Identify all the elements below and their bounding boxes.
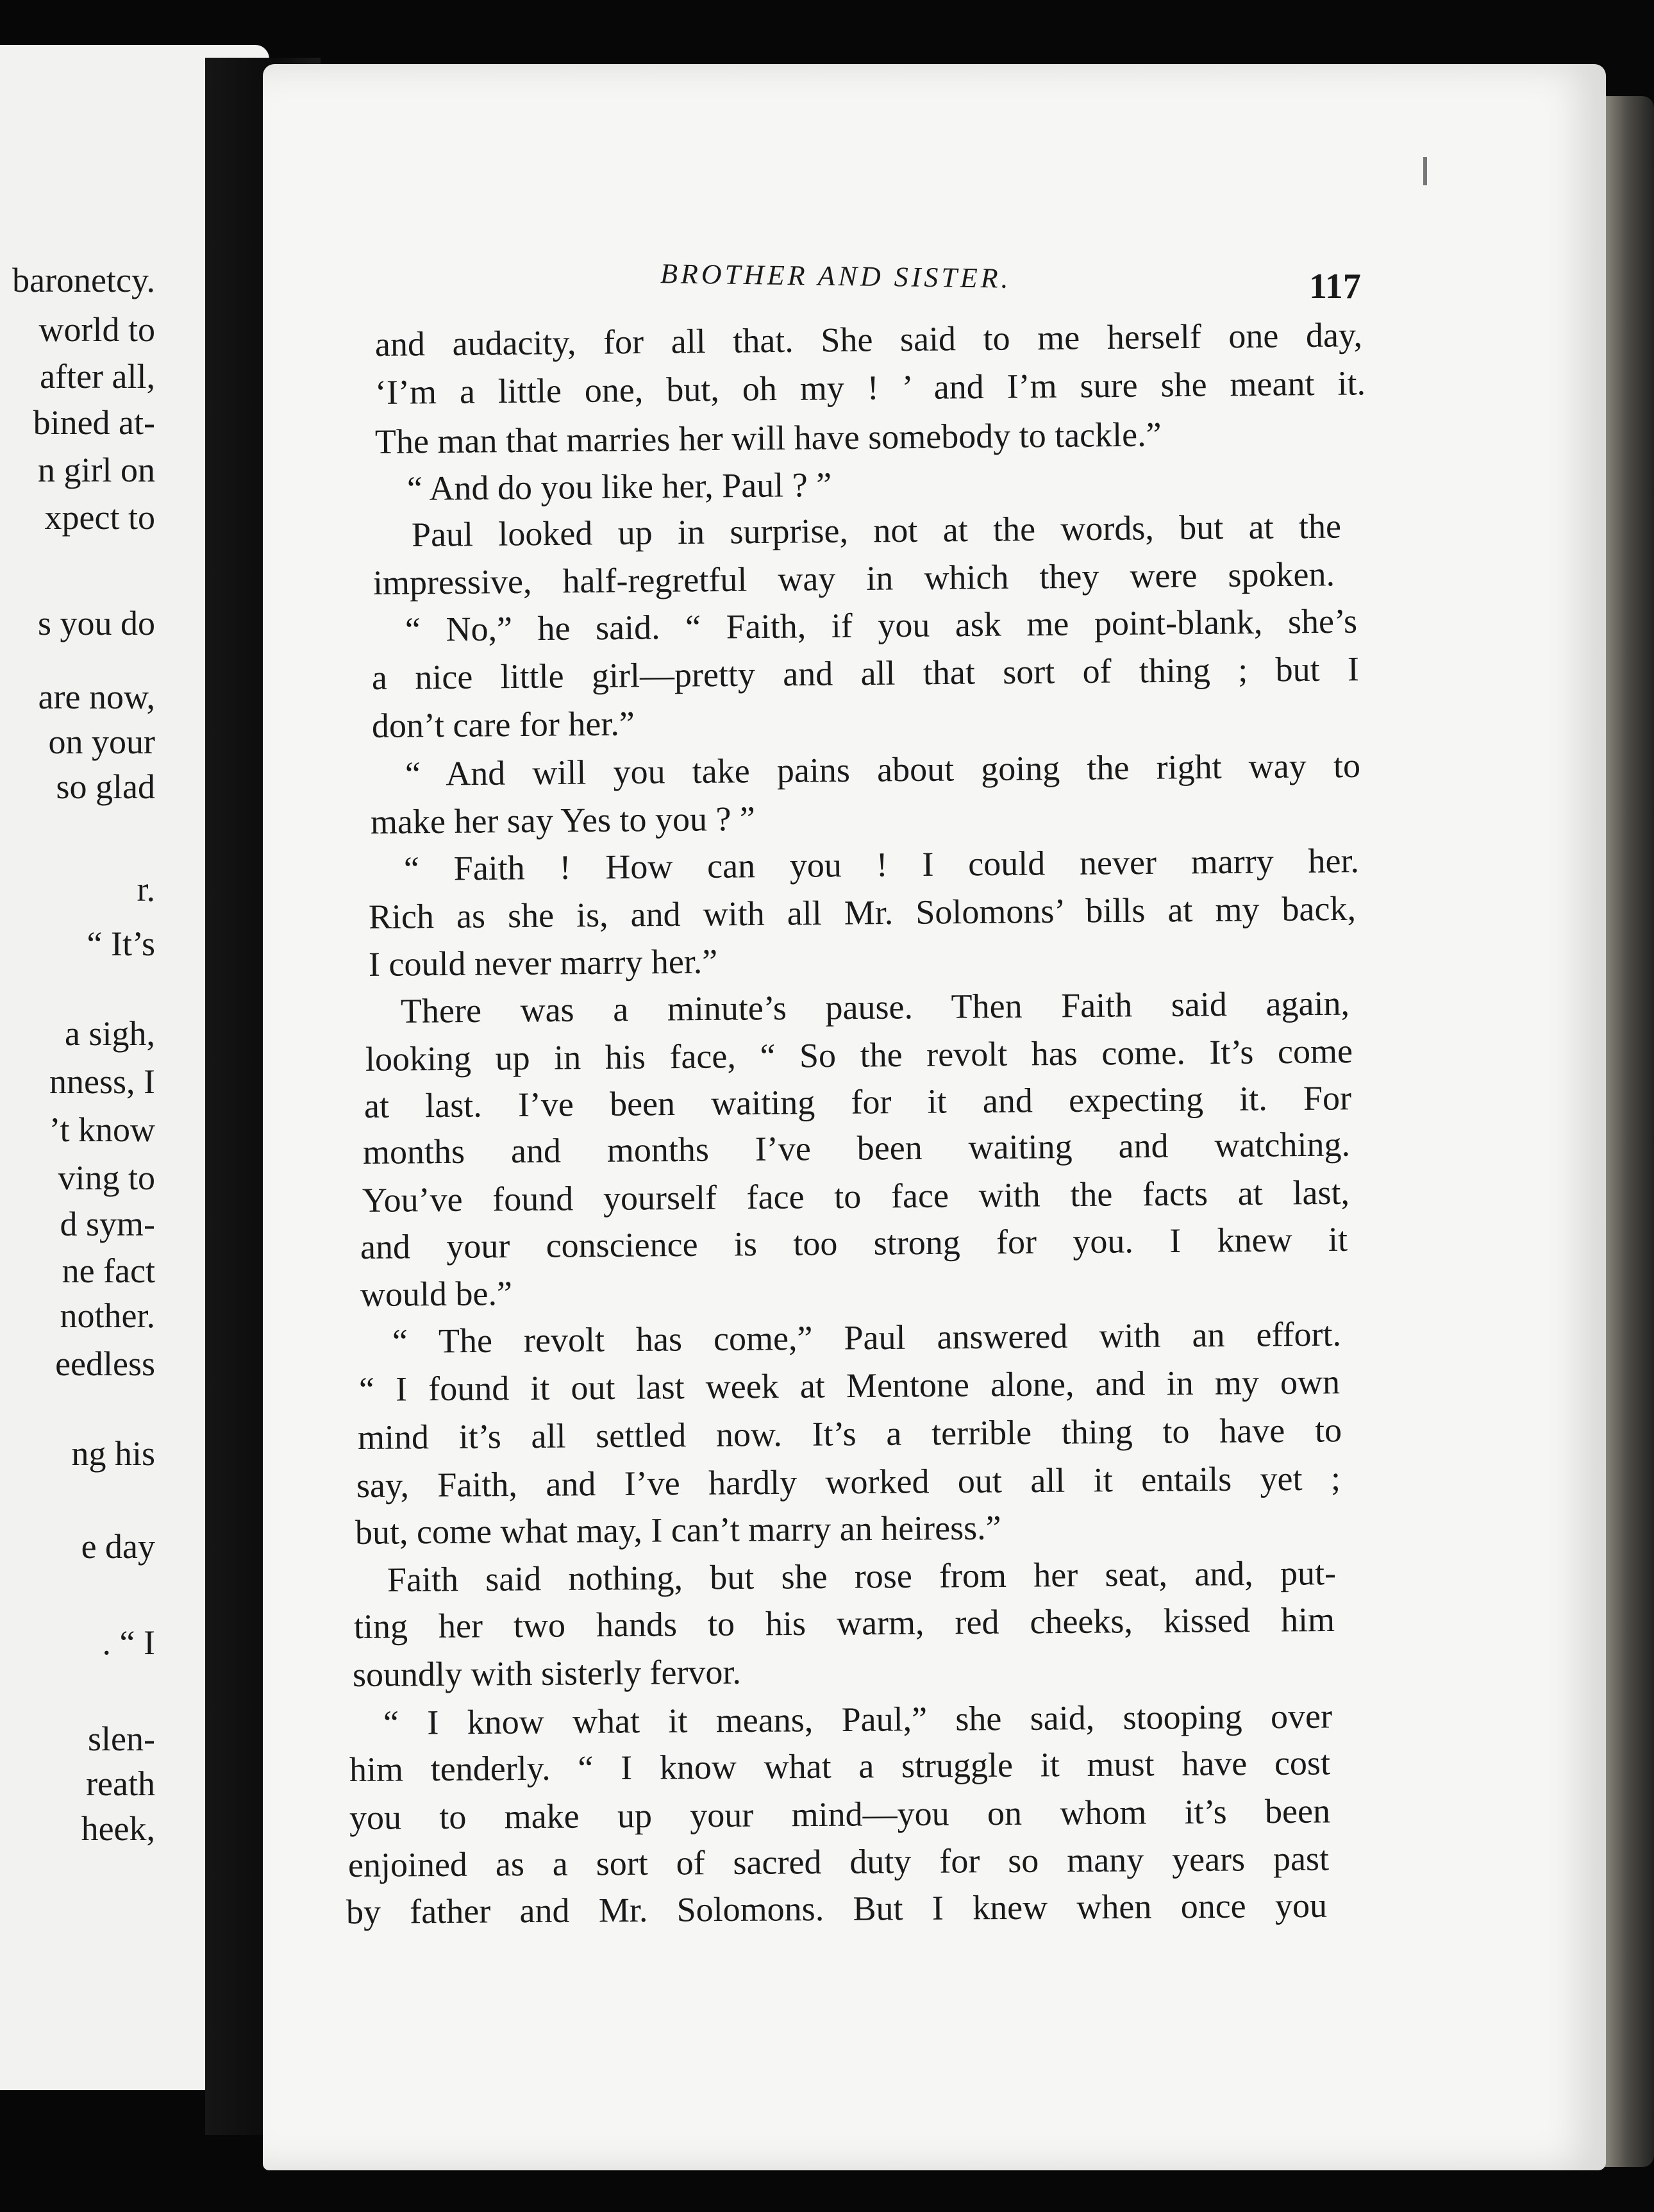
body-line: “ I know what it means, Paul,” she said, stooping over [383, 1697, 1333, 1742]
body-line: say, Faith, and I’ve hardly worked out all it entails yet ; [356, 1459, 1341, 1505]
left-page-line: bined at- [33, 403, 155, 442]
running-head: BROTHER AND SISTER. [660, 258, 1012, 294]
scan-artifact-mark [1423, 157, 1427, 185]
left-page-line: nness, I [49, 1062, 155, 1101]
body-line: You’ve found yourself face to face with the facts at last, [362, 1173, 1350, 1219]
left-page-line: xpect to [44, 498, 155, 537]
body-line: “ No,” he said. “ Faith, if you ask me point-blank, she’s [405, 601, 1358, 649]
body-line: and your conscience is too strong for you. I knew it [360, 1219, 1348, 1266]
left-page-line: nother. [60, 1296, 155, 1335]
body-line: Paul looked up in surprise, not at the words, but at the [411, 507, 1342, 554]
body-line: at last. I’ve been waiting for it and expecting it. For [363, 1078, 1352, 1125]
left-page-line: e day [81, 1527, 155, 1566]
left-page-line: ng his [71, 1434, 155, 1473]
body-line: I could never marry her.” [368, 942, 718, 984]
body-line: make her say Yes to you ? ” [370, 799, 756, 841]
left-page-line: s you do [37, 604, 155, 642]
body-line: There was a minute’s pause. Then Faith said again, [400, 984, 1350, 1030]
left-page-line: a sigh, [65, 1014, 155, 1053]
left-page-line: slen- [88, 1720, 155, 1758]
left-page-line: heek, [81, 1809, 155, 1848]
body-line: The man that marries her will have somebody to tackle.” [374, 415, 1162, 461]
left-page-line: . “ I [102, 1623, 155, 1662]
left-page-line: reath [86, 1764, 155, 1803]
left-page-line: after all, [40, 357, 155, 396]
left-page-line: “ It’s [87, 925, 155, 963]
left-page-line: r. [137, 870, 155, 909]
body-line: and audacity, for all that. She said to me herself one day, [374, 315, 1363, 364]
left-page-line: ne fact [62, 1252, 155, 1290]
body-line: Faith said nothing, but she rose from her seat, and, put- [387, 1554, 1337, 1599]
body-line: months and months I’ve been waiting and watching. [362, 1125, 1351, 1171]
body-line: soundly with sisterly fervor. [352, 1652, 742, 1694]
body-line: “ And do you like her, Paul ? ” [406, 465, 832, 508]
left-page-line: baronetcy. [12, 261, 155, 299]
body-line: ting her two hands to his warm, red cheeks, kissed him [353, 1600, 1335, 1646]
body-line: “ The revolt has come,” Paul answered with an effort. [392, 1314, 1342, 1361]
body-line: by father and Mr. Solomons. But I knew when once you [346, 1886, 1328, 1931]
left-page-line: ’t know [49, 1110, 155, 1149]
left-page-line: are now, [38, 678, 155, 716]
left-page-line: eedless [55, 1345, 155, 1383]
left-page-line: so glad [56, 767, 155, 806]
body-line: “ And will you take pains about going the right way to [405, 746, 1361, 793]
body-line: ‘I’m a little one, but, oh my ! ’ and I’m sure she meant it. [374, 364, 1366, 412]
body-line: a nice little girl—pretty and all that sort of thing ; but I [371, 649, 1360, 697]
body-line: impressive, half-regretful way in which they were spoken. [372, 555, 1335, 602]
left-page-line: n girl on [38, 451, 155, 489]
body-line: “ Faith ! How can you ! I could never marry her. [403, 841, 1360, 888]
body-line: don’t care for her.” [371, 704, 635, 745]
body-line: “ I found it out last week at Mentone alone, and in my own [358, 1362, 1341, 1409]
body-line: would be.” [360, 1274, 513, 1314]
body-line: looking up in his face, “ So the revolt has come. It’s come [365, 1032, 1353, 1078]
body-line: him tenderly. “ I know what a struggle it must have cost [349, 1743, 1331, 1789]
left-page-line: world to [38, 310, 155, 349]
left-page-line: d sym- [60, 1205, 155, 1243]
body-line: you to make up your mind—you on whom it’s been [349, 1791, 1331, 1837]
body-line: mind it’s all settled now. It’s a terrible thing to have to [357, 1411, 1342, 1457]
body-line: but, come what may, I can’t marry an heiress.” [355, 1508, 1001, 1552]
body-line: Rich as she is, and with all Mr. Solomons’ bills at my back, [368, 889, 1357, 936]
left-page-line: ving to [58, 1159, 155, 1197]
body-line: enjoined as a sort of sacred duty for so many years past [347, 1839, 1330, 1884]
page-number: 117 [1309, 267, 1361, 306]
left-page-line: on your [48, 723, 155, 761]
